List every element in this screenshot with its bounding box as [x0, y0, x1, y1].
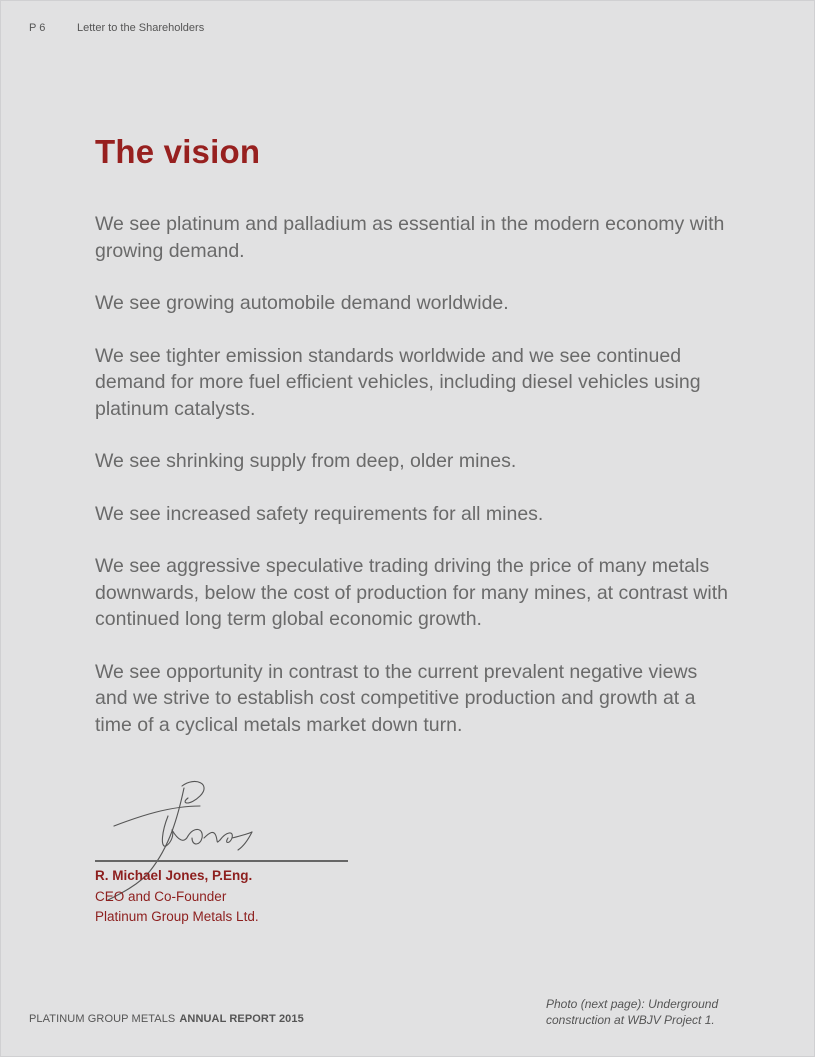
letter-body — [95, 211, 735, 764]
paragraph: We see shrinking supply from deep, older mines. — [95, 450, 517, 472]
photo-caption-line: Photo (next page): Underground — [546, 997, 719, 1011]
page-title: The vision — [95, 133, 261, 170]
page-number: P 6 — [29, 22, 46, 34]
paragraph: We see tighter emission standards worldwide and we see continued demand for more fuel efficient vehicles, including diesel vehicles using platinum catalysts. — [95, 344, 701, 420]
signature-line — [95, 860, 348, 862]
paragraph: We see opportunity in contrast to the current prevalent negative views and we strive to establish cost competitive production and growth at a time of a cyclical metals market down turn. — [95, 660, 698, 736]
section-title: Letter to the Shareholders — [77, 22, 205, 34]
signatory-company: Platinum Group Metals Ltd. — [95, 909, 259, 924]
signatory-name: R. Michael Jones, P.Eng. — [95, 868, 253, 883]
footer-branding — [29, 1013, 304, 1025]
signatory-block — [95, 866, 259, 928]
paragraph: We see growing automobile demand worldwide. — [95, 292, 509, 314]
paragraph: We see aggressive speculative trading driving the price of many metals downwards, below the cost of production for many mines, at contrast with continued long term global economic growth. — [95, 555, 728, 630]
footer-report: ANNUAL REPORT 2015 — [179, 1013, 304, 1025]
photo-caption — [546, 997, 766, 1028]
footer-company: PLATINUM GROUP METALS — [29, 1013, 176, 1025]
photo-caption-line: construction at WBJV Project 1. — [546, 1012, 715, 1027]
paragraph: We see increased safety requirements for all mines. — [95, 502, 544, 525]
signatory-role: CEO and Co-Founder — [95, 888, 227, 904]
paragraph: We see platinum and palladium as essential in the modern economy with growing demand. — [95, 213, 725, 262]
page-header — [29, 22, 204, 34]
